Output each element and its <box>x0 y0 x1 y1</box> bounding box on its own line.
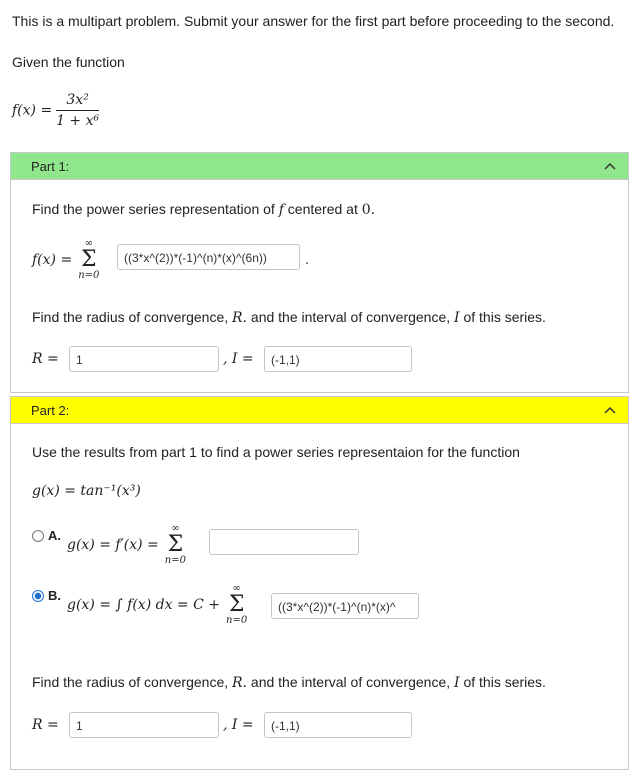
option-a-expression <box>67 521 186 569</box>
part2-r-input[interactable]: 1 <box>69 712 219 738</box>
part2-i-label: , I = <box>223 717 254 733</box>
part1-series-input[interactable]: ((3*x^(2))*(-1)^(n)*(x)^(6n)) <box>117 244 300 270</box>
sum-sigma: Σ <box>228 592 245 617</box>
part1-i-input[interactable]: (-1,1) <box>264 346 412 372</box>
radius-prompt-mid: and the interval of convergence, <box>250 674 451 690</box>
function-definition <box>12 92 99 129</box>
sum-bottom: n=0 <box>78 270 100 281</box>
interval-var: I <box>454 310 460 326</box>
sum-symbol <box>165 524 186 566</box>
sum-sigma: Σ <box>167 532 184 557</box>
part2-header[interactable] <box>11 397 628 424</box>
part1-prompt-text: Find the power series representation of <box>32 201 275 217</box>
sum-top: ∞ <box>84 238 93 249</box>
intro-text: This is a multipart problem. Submit your answer for the first part before proceeding to the second. <box>12 13 615 29</box>
part1-prompt-var: f <box>278 202 284 218</box>
part1-radius-prompt <box>32 309 546 326</box>
chevron-up-icon[interactable] <box>602 402 618 418</box>
part1-panel <box>10 152 629 393</box>
chevron-up-icon[interactable] <box>602 158 618 174</box>
part1-header[interactable] <box>11 153 628 180</box>
option-a-label: A. <box>48 528 61 543</box>
part2-prompt: Use the results from part 1 to find a power series representaion for the function <box>32 444 520 460</box>
sum-symbol <box>78 239 99 281</box>
radius-prompt-mid: and the interval of convergence, <box>250 309 451 325</box>
part1-series-row <box>32 235 99 285</box>
interval-var: I <box>454 675 460 691</box>
function-lhs: f(x) = <box>12 102 53 119</box>
option-b-label: B. <box>48 588 61 603</box>
radius-prompt-post: of this series. <box>463 309 546 325</box>
option-a-radio[interactable] <box>32 530 44 542</box>
sum-bottom: n=0 <box>226 615 248 626</box>
option-b-expr: g(x) = ∫ f(x) dx = C + <box>67 597 220 613</box>
function-numerator: 3x² <box>56 92 99 111</box>
radius-prompt-pre: Find the radius of convergence, <box>32 674 229 690</box>
given-text: Given the function <box>12 54 125 70</box>
sum-bottom: n=0 <box>164 555 186 566</box>
part2-title: Part 2: <box>31 402 70 418</box>
function-denominator: 1 + x⁶ <box>56 113 100 129</box>
part1-series-lhs: f(x) = <box>32 252 73 268</box>
option-b-input[interactable]: ((3*x^(2))*(-1)^(n)*(x)^ <box>271 593 419 619</box>
part1-prompt-center: 0. <box>361 202 376 218</box>
part2-panel <box>10 396 629 770</box>
part2-r-label: R = <box>32 717 59 733</box>
part2-g-definition: g(x) = tan⁻¹(x³) <box>32 483 141 499</box>
option-b-radio[interactable] <box>32 590 44 602</box>
sum-top: ∞ <box>171 523 180 534</box>
part1-title: Part 1: <box>31 158 70 174</box>
radius-prompt-pre: Find the radius of convergence, <box>32 309 229 325</box>
radius-prompt-post: of this series. <box>463 674 546 690</box>
part2-i-input[interactable]: (-1,1) <box>264 712 412 738</box>
radius-var: R. <box>232 310 248 326</box>
radius-var: R. <box>232 675 248 691</box>
part1-r-label: R = <box>32 351 59 367</box>
sum-sigma: Σ <box>81 247 97 272</box>
part2-radius-prompt <box>32 674 546 691</box>
sum-top: ∞ <box>232 583 241 594</box>
option-a-expr: g(x) = f′(x) = <box>67 537 159 553</box>
part1-r-input[interactable]: 1 <box>69 346 219 372</box>
part1-prompt <box>32 201 375 218</box>
part1-series-end: . <box>305 251 309 267</box>
option-a-input[interactable] <box>209 529 359 555</box>
option-b-expression <box>67 581 247 629</box>
sum-symbol <box>226 584 247 626</box>
function-fraction <box>56 92 99 129</box>
part1-prompt-post: centered at <box>287 201 358 217</box>
part1-i-label: , I = <box>223 351 254 367</box>
